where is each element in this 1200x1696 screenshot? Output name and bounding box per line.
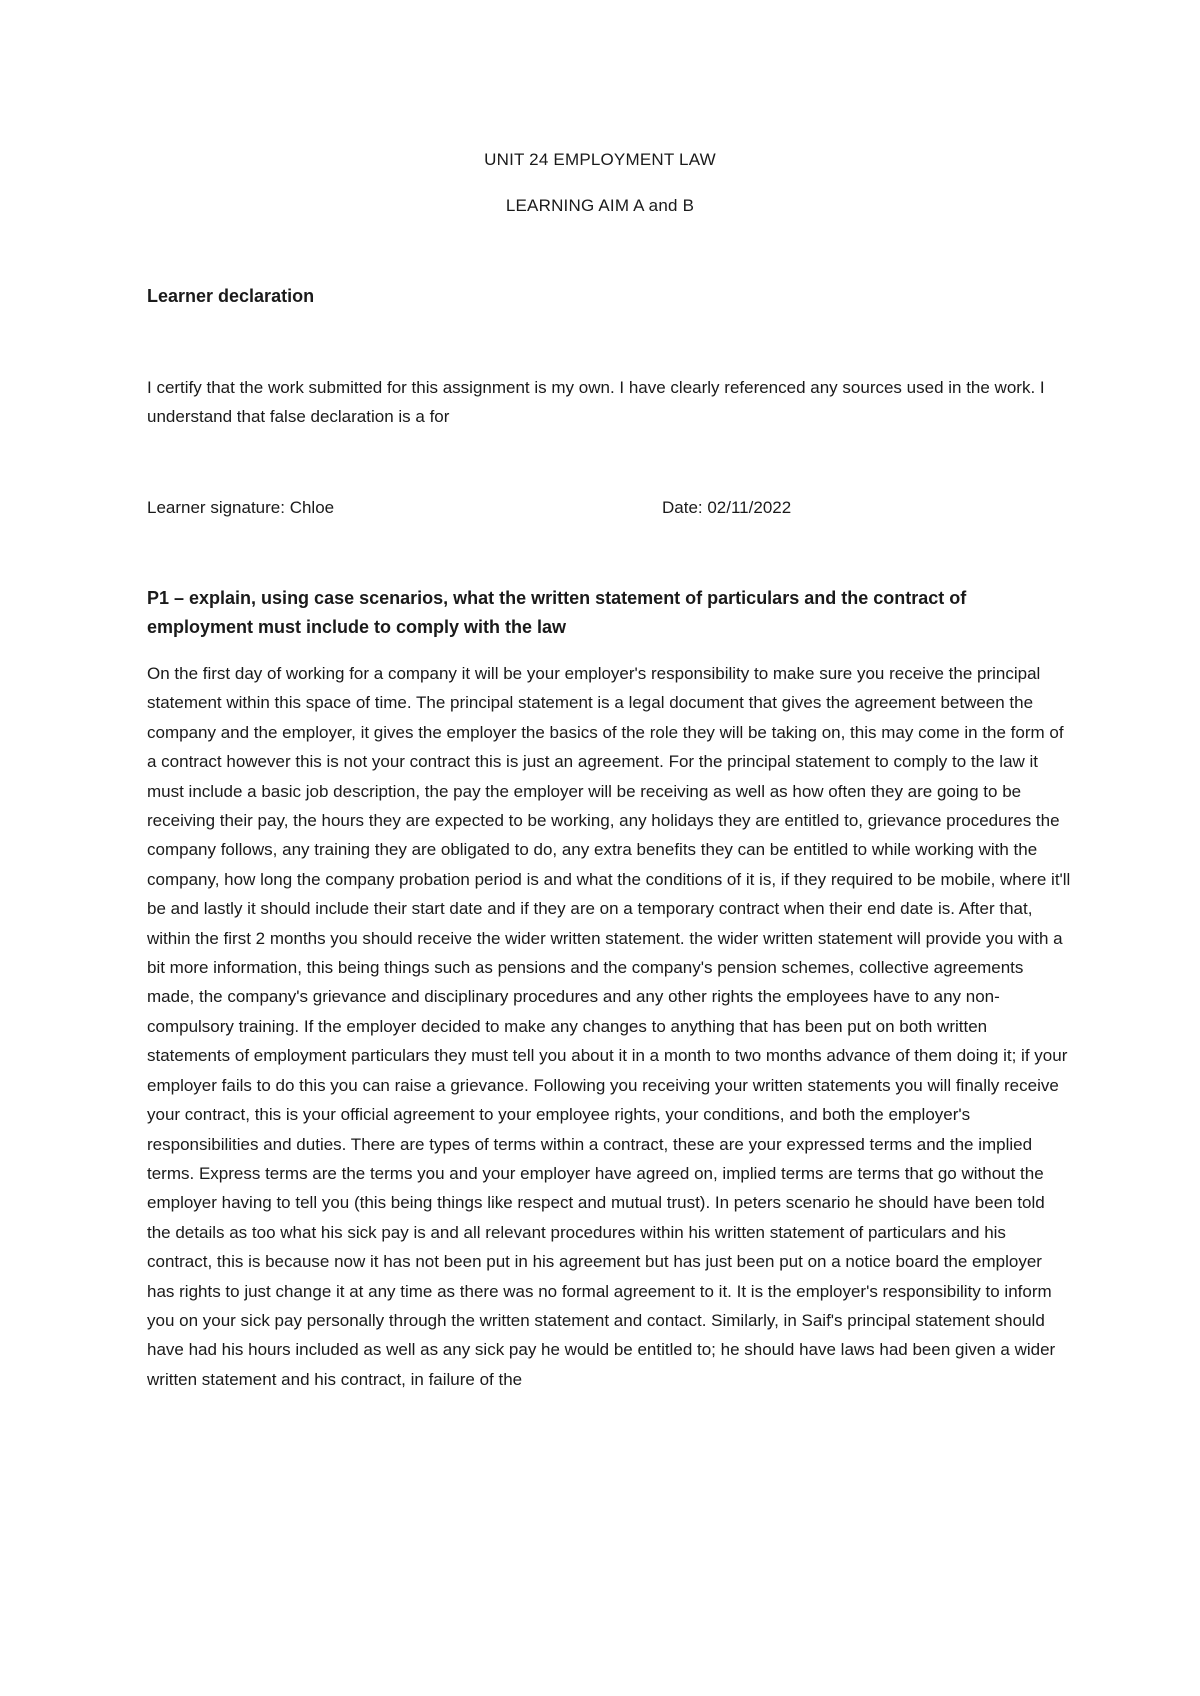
- p1-heading: P1 – explain, using case scenarios, what the written statement of particulars and the contract of employment must include to comply with the law: [147, 588, 967, 637]
- document-title: UNIT 24 EMPLOYMENT LAW: [484, 150, 716, 169]
- learner-signature: Learner signature: Chloe: [147, 498, 335, 517]
- declaration-heading: Learner declaration: [147, 286, 315, 306]
- declaration-text: I certify that the work submitted for this assignment is my own. I have clearly referenced any sources used in the work. I understand that false declaration is a for: [147, 378, 1045, 426]
- declaration-date: Date: 02/11/2022: [662, 498, 792, 517]
- p1-body-paragraph: On the first day of working for a company it will be your employer's responsibility to make sure you receive the principal statement within this space of time. The principal statement is a legal document that gives the agreement between the company and the employer, it gives the employer the basics of the role they will be taking on, this may come in the form of a contract however this is not your contract this is just an agreement. For the principal statement to comply to the law it must include a basic job description, the pay the employer will be receiving as well as how often they are going to be receiving their pay, the hours they are expected to be working, any holidays they are entitled to, grievance procedures the company follows, any training they are obligated to do, any extra benefits they can be entitled to while working with the company, how long the company probation period is and what the conditions of it is, if they required to be mobile, where it'll be and lastly it should include their start date and if they are on a temporary contract when their end date is. After that, within the first 2 months you should receive the wider written statement. the wider written statement will provide you with a bit more information, this being things such as pensions and the company's pension schemes, collective agreements made, the company's grievance and disciplinary procedures and any other rights the employees have to any non-compulsory training. If the employer decided to make any changes to anything that has been put on both written statements of employment particulars they must tell you about it in a month to two months advance of them doing it; if your employer fails to do this you can raise a grievance. Following you receiving your written statements you will finally receive your contract, this is your official agreement to your employee rights, your conditions, and both the employer's responsibilities and duties. There are types of terms within a contract, these are your expressed terms and the implied terms. Express terms are the terms you and your employer have agreed on, implied terms are terms that go without the employer having to tell you (this being things like respect and mutual trust). In peters scenario he should have been told the details as too what his sick pay is and all relevant procedures within his written statement of particulars and his contract, this is because now it has not been put in his agreement but has just been put on a notice board the employer has rights to just change it at any time as there was no formal agreement to it. It is the employer's responsibility to inform you on your sick pay personally through the written statement and contact. Similarly, in Saif's principal statement should have had his hours included as well as any sick pay he would be entitled to; he should have laws had been given a wider written statement and his contract, in failure of the: [147, 664, 1071, 1389]
- document-subtitle: LEARNING AIM A and B: [505, 196, 695, 215]
